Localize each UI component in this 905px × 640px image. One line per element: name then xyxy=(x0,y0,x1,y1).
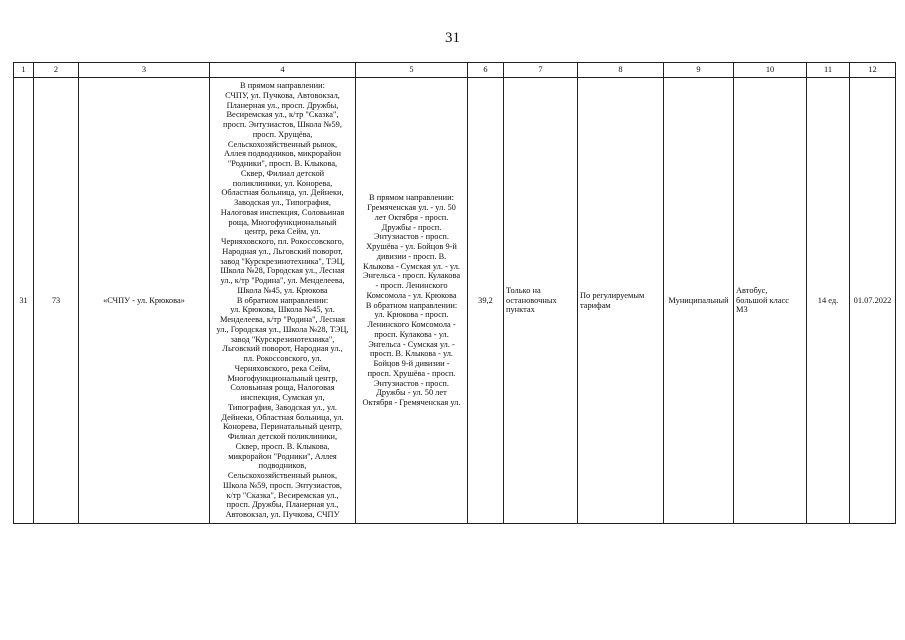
route-number: 73 xyxy=(34,78,79,524)
route-length: 39,2 xyxy=(468,78,504,524)
streets-cell xyxy=(356,78,468,524)
column-header: 1 xyxy=(14,63,34,78)
boarding-order-text: Только на остановочных пунктах xyxy=(506,285,557,315)
fare-type-text: По регулируемым тарифам xyxy=(580,290,645,310)
vehicle-class xyxy=(734,78,807,524)
boarding-order xyxy=(504,78,578,524)
stops-cell xyxy=(210,78,356,524)
start-date: 01.07.2022 xyxy=(850,78,896,524)
column-header: 7 xyxy=(504,63,578,78)
column-header: 8 xyxy=(578,63,664,78)
route-reg-number: 31 xyxy=(14,78,34,524)
column-header: 5 xyxy=(356,63,468,78)
route-registry-table xyxy=(13,62,896,524)
column-header: 3 xyxy=(79,63,210,78)
table-row xyxy=(14,78,896,524)
column-header: 12 xyxy=(850,63,896,78)
column-header: 11 xyxy=(807,63,850,78)
vehicle-count: 14 ед. xyxy=(807,78,850,524)
column-header: 4 xyxy=(210,63,356,78)
column-header: 2 xyxy=(34,63,79,78)
route-name: «СЧПУ - ул. Крюкова» xyxy=(79,78,210,524)
vehicle-class-text: Автобус, большой класс М3 xyxy=(736,285,789,315)
carrier-type: Муниципальный xyxy=(664,78,734,524)
page-number: 31 xyxy=(445,30,460,46)
stops-list: В прямом направлении: СЧПУ, ул. Пучкова, Автовокзал, Планерная ул., просп. Дружбы, Весиремская ул., к/тр "Сказка", просп. Энтузиастов, Школа №59, просп. Хрущёва, Сельскохозяйственный рынок, Аллея подводников, микрорайон "Родники", просп. В. Клыкова, Сквер, Филиал детской поликлиники, ул. Конорева, Областная больница, ул. Дейнеки, Заводская ул., Типография, Налоговая инспекция, Соловьиная роща, Многофункциональный центр, река Сейм, ул. Черняховского, пл. Рокоссовского, Народная ул., Льговский поворот, завод "Курскрезинотехника", ТЭЦ, Школа №28, Городская ул., Лесная ул., к/тр "Родина", ул. Менделеева, Школа №45, ул. Крюкова В обратном направлении: ул. Крюкова, Школа №45, ул. Менделеева, к/тр "Родина", Лесная ул., Городская ул., Школа №28, ТЭЦ, завод "Курскрезинотехника", Льговский поворот, Народная ул., пл. Рокоссовского, ул. Черняховского, река Сейм, Многофункциональный центр, Соловьиная роща, Налоговая инспекция, Сумская ул, Типография, Заводская ул., ул. Дейнеки, Областная больница, ул. Конорева, Перинатальный центр, Филиал детской поликлиники, Сквер, просп. В. Клыкова, микрорайон "Родники", Аллея подводников, Сельскохозяйственный рынок, Школа №59, просп. Энтузиастов, к/тр "Сказка", Весиремская ул., просп. Дружбы, Планерная ул., Автовокзал, ул. Пучкова, СЧПУ xyxy=(216,81,349,520)
column-header: 9 xyxy=(664,63,734,78)
streets-list: В прямом направлении: Гремяченская ул. - ул. 50 лет Октября - просп. Дружбы - просп. Энтузиастов - просп. Хрушёва - ул. Бойцов 9-й дивизии - просп. В. Клыкова - Сумская ул. - ул. Энгельса - просп. Кулакова - просп. Ленинского Комсомола - ул. Крюкова В обратном направлении: ул. Крюкова - просп. Ленинского Комсомола - просп. Кулакова - ул. Энгельса - Сумская ул. - просп. В. Клыкова - ул. Бойцов 9-й дивизии - просп. Хрушёва - просп. Энтузиастов - просп. Дружбы - ул. 50 лет Октября - Гремяченская ул. xyxy=(362,193,461,407)
column-number-row xyxy=(14,63,896,78)
fare-type xyxy=(578,78,664,524)
column-header: 10 xyxy=(734,63,807,78)
column-header: 6 xyxy=(468,63,504,78)
